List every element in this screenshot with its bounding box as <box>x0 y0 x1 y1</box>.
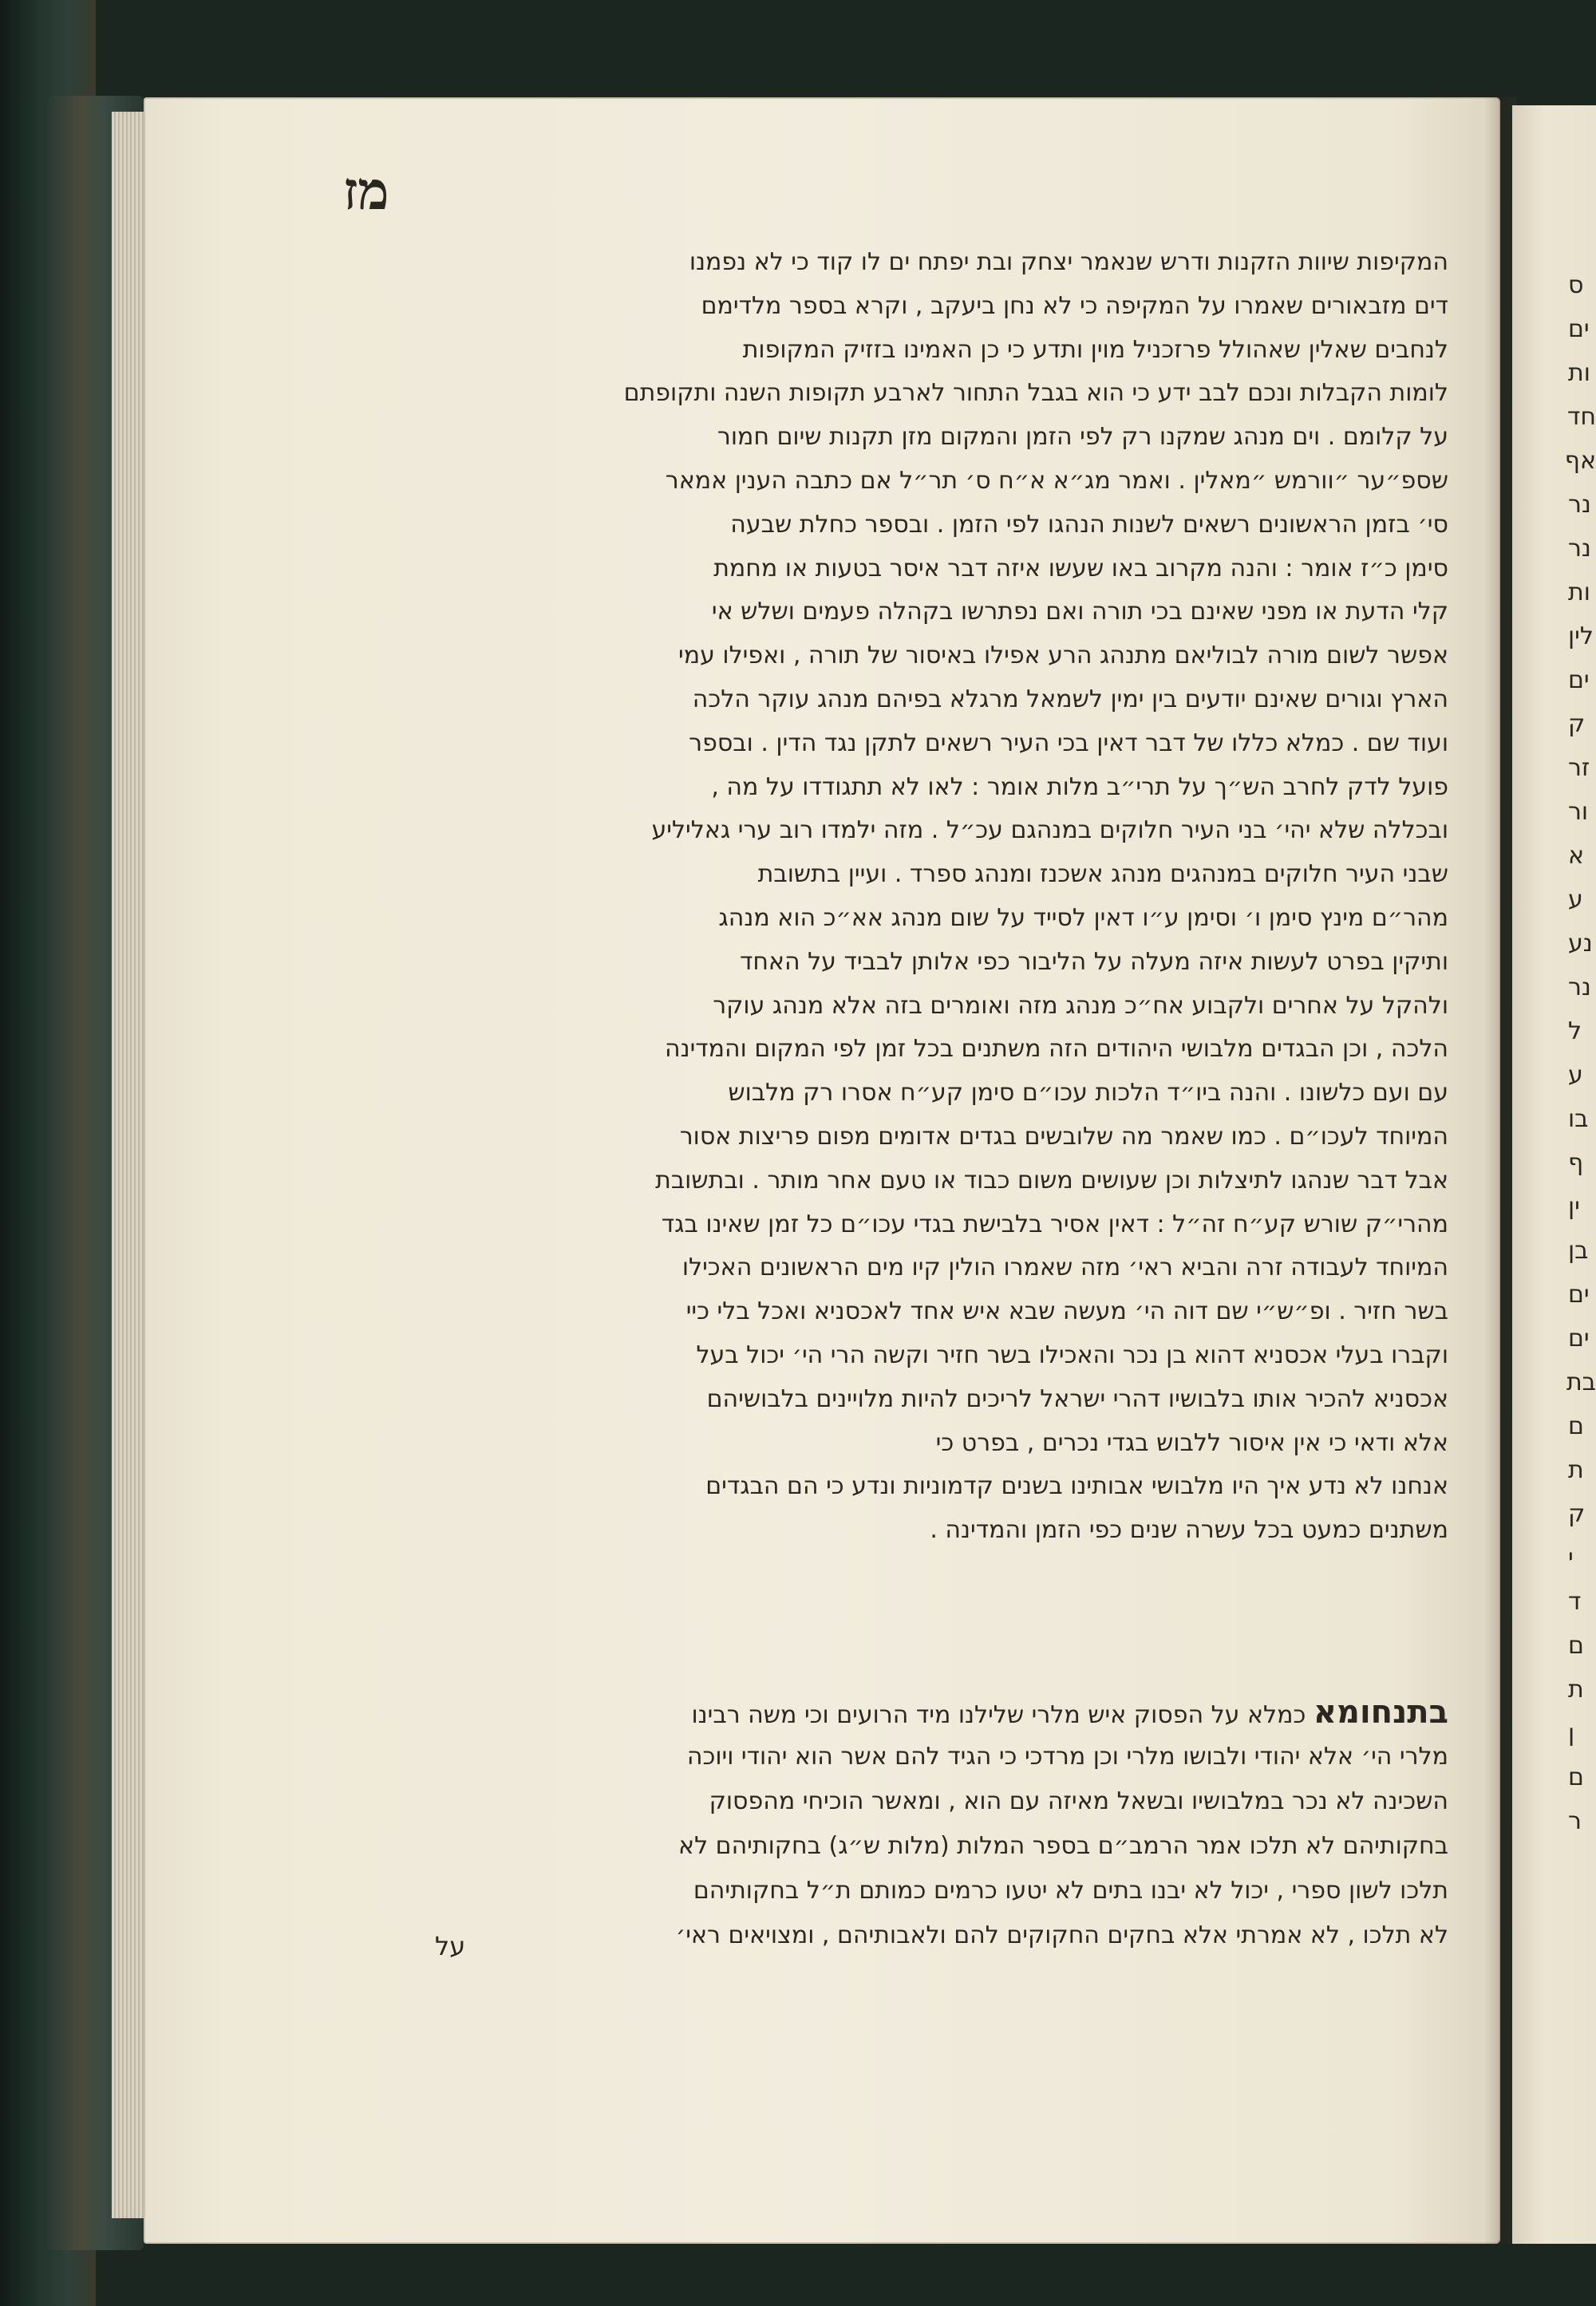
right-page-fragment: ות <box>1568 578 1590 606</box>
right-page-fragment: ם <box>1568 1763 1584 1791</box>
right-page-fragment: בו <box>1568 1105 1589 1133</box>
right-page-fragment: בן <box>1568 1237 1589 1265</box>
text-line: לנחבים שאלין שאהולל פרזכניל מוין ותדע כי כן האמינו בזזיק המקופות <box>742 335 1448 364</box>
text-line: אכסניא להכיר אותו בלבושיו דהרי ישראל לריכים להיות מלויינים בלבושיהם <box>706 1384 1448 1413</box>
text-line: על קלומם . וים מנהג שמקנו רק לפי הזמן והמקום מזן תקנות שיום חמור <box>717 423 1448 452</box>
right-page-text-fragments <box>1564 263 1596 1843</box>
gutter-shadow <box>1484 97 1516 2244</box>
text-line: שבני העיר חלוקים במנהגים מנהג אשכנז ומנהג ספרד . ועיין בתשובת <box>757 860 1448 889</box>
text-line: עם ועם כלשונו . והנה ביו״ד הלכות עכו״ם סימן קע״ח אסרו רק מלבוש <box>728 1079 1448 1108</box>
text-line: אנחנו לא נדע איך היו מלבושי אבותינו בשנים קדמוניות ונדע כי הם הבגדים <box>705 1472 1448 1501</box>
right-page-fragment: ק <box>1568 710 1586 738</box>
right-page-fragment: ם <box>1568 1412 1584 1440</box>
catchword: על <box>435 1931 466 1961</box>
right-page-fragment: אף <box>1564 447 1596 475</box>
right-page-fragment: ע <box>1568 886 1583 914</box>
text-line: דים מזבאורים שאמרו על המקיפה כי לא נחן ביעקב , וקרא בספר מלדימם <box>701 291 1448 320</box>
right-page-fragment: ת <box>1568 1456 1584 1484</box>
right-page-fragment: ים <box>1568 1281 1590 1309</box>
text-line: אבל דבר שנהגו לתיצלות וכן שעושים משום כבוד או טעם אחר מותר . ובתשובת <box>655 1166 1448 1194</box>
text-line: הארץ וגורים שאינם יודעים בין ימין לשמאל מרגלא בפיהם מנהג עוקר הלכה <box>692 685 1448 713</box>
text-line: ותיקין בפרט לעשות איזה מעלה על הליבור כפי אלותן לבביד על האחד <box>739 947 1448 976</box>
right-page-fragment: נע <box>1568 930 1593 958</box>
text-line: משתנים כמעט בכל עשרה שנים כפי הזמן והמדינה . <box>930 1516 1448 1545</box>
paragraph-2 <box>355 1690 1448 1958</box>
right-page-fragment: זר <box>1568 754 1590 782</box>
right-page-fragment: ים <box>1568 315 1590 343</box>
right-page-fragment: נר <box>1568 535 1591 563</box>
right-page-fragment: ד <box>1568 1588 1582 1616</box>
text-line: לא תלכו , לא אמרתי אלא בחקים החקוקים להם ולאבותיהם , ומצויאים ראי׳ <box>675 1921 1448 1949</box>
text-line: השכינה לא נכר במלבושיו ובשאל מאיזה עם הוא , ומאשר הוכיחי מהפסוק <box>709 1787 1448 1815</box>
right-page-fragment: לין <box>1568 622 1594 650</box>
right-page-fragment: ים <box>1568 1325 1590 1352</box>
right-page-fragment: ל <box>1568 1017 1582 1045</box>
right-page-fragment: א <box>1568 842 1585 870</box>
text-line: שספ״ער ״וורמש ״מאלין . ואמר מג״א א״ח ס׳ תר״ל אם כתבה הענין אמאר <box>665 466 1448 495</box>
text-line: בשר חזיר . ופ״ש״י שם דוה הי׳ מעשה שבא איש אחד לאכסניא ואכל בלי כיי <box>685 1297 1448 1326</box>
text-line: פועל לדק לחרב הש״ך על תרי״ב מלות אומר : לאו לא תתגודדו על מה , <box>711 772 1448 801</box>
text-line: המקיפות שיוות הזקנות ודרש שנאמר יצחק ובת יפתח ים לו קוד כי לא נפמנו <box>689 248 1448 276</box>
text-line: אפשר לשום מורה לבוליאם מתנהג הרע אפילו באיסור של תורה , ואפילו עמי <box>678 642 1448 670</box>
text-line: הלכה , וכן הבגדים מלבושי היהודים הזה משתנים בכל זמן לפי המקום והמדינה <box>664 1035 1448 1064</box>
lead-word: בתנחומא <box>1313 1694 1448 1731</box>
right-page-fragment: בת <box>1566 1368 1596 1396</box>
right-page-fragment: ים <box>1568 666 1590 694</box>
right-page-fragment: ות <box>1568 359 1590 387</box>
text-line: ועוד שם . כמלא כללו של דבר דאין בכי העיר רשאים לתקן נגד הדין . ובספר <box>689 729 1448 757</box>
right-page-fragment: נר <box>1568 973 1591 1001</box>
text-line: סי׳ בזמן הראשונים רשאים לשנות הנהגו לפי הזמן . ובספר כחלת שבעה <box>730 510 1448 539</box>
right-page-fragment: חד <box>1567 403 1596 431</box>
text-line: וקברו בעלי אכסניא דהוא בן נכר והאכילו בשר חזיר וקשה הרי הי׳ יכול בעל <box>696 1341 1448 1369</box>
text-line: מהר״ם מינץ סימן ו׳ וסימן ע״ו דאין לסייד על שום מנהג אא״כ הוא מנהג <box>718 903 1448 932</box>
text-line: סימן כ״ז אומר : והנה מקרוב באו שעשו איזה דבר איסר בטעות או מחמת <box>713 554 1448 582</box>
right-page-fragment: ק <box>1568 1500 1586 1528</box>
right-page-fragment: ע <box>1568 1061 1583 1089</box>
right-page-fragment: ור <box>1568 798 1589 826</box>
text-line <box>355 1690 1448 1735</box>
text-line: ובכללה שלא יהי׳ בני העיר חלוקים במנהגם עכ״ל . מזה ילמדו רוב ערי גאליליע <box>651 816 1448 845</box>
right-page-fragment: ר <box>1568 1807 1582 1835</box>
right-page-fragment: ן <box>1568 1720 1575 1747</box>
text-line: המיוחד לעבודה זרה והביא ראי׳ מזה שאמרו הולין קיו מים הראשונים האכילו <box>681 1254 1448 1282</box>
text-line: בחקותיהם לא תלכו אמר הרמב״ם בספר המלות (מלות ש״ג) בחקותיהם לא <box>678 1832 1448 1860</box>
text-line: מהרי״ק שורש קע״ח זה״ל : דאין אסיר בלבישת בגדי עכו״ם כל זמן שאינו בגד <box>661 1210 1448 1238</box>
text-line: מלרי הי׳ אלא יהודי ולבושו מלרי וכן מרדכי כי הגיד להם אשר הוא יהודי ויוכה <box>686 1743 1448 1771</box>
right-page-fragment: נר <box>1568 491 1591 519</box>
text-line: תלכו לשון ספרי , יכול לא יבנו בתים לא יטעו כרמים כמותם ת״ל בחקותיהם <box>693 1877 1448 1905</box>
text-line: לומות הקבלות ונכם לבב ידע כי הוא בגבל התחור לארבע תקופות השנה ותקופתם <box>623 379 1448 408</box>
right-page-fragment: ם <box>1568 1632 1584 1660</box>
right-page-fragment: ס <box>1568 271 1584 299</box>
text-line: ולהקל על אחרים ולקבוע אח״כ מנהג מזה ואומרים בזה אלא מנהג עוקר <box>713 991 1448 1020</box>
right-page-fragment: ת <box>1568 1676 1584 1704</box>
paragraph-1 <box>355 241 1448 1553</box>
text-line: המיוחד לעכו״ם . כמו שאמר מה שלובשים בגדים אדומים מפום פריצות אסור <box>679 1122 1448 1151</box>
right-page-fragment: ף <box>1568 1149 1584 1177</box>
right-page-fragment: י <box>1568 1544 1574 1572</box>
text-line: קלי הדעת או מפני שאינם בכי תורה ואם נפתרשו בקהלה פעמים ושלש אי <box>711 598 1448 626</box>
right-page-fragment: ין <box>1568 1193 1580 1221</box>
text-line: אלא ודאי כי אין איסור ללבוש בגדי נכרים , בפרט כי <box>935 1428 1448 1457</box>
text-line-rest: כמלא על הפסוק איש מלרי שלילנו מיד הרועים וכי משה רבינו <box>691 1701 1306 1729</box>
page-number: מז <box>343 160 389 222</box>
